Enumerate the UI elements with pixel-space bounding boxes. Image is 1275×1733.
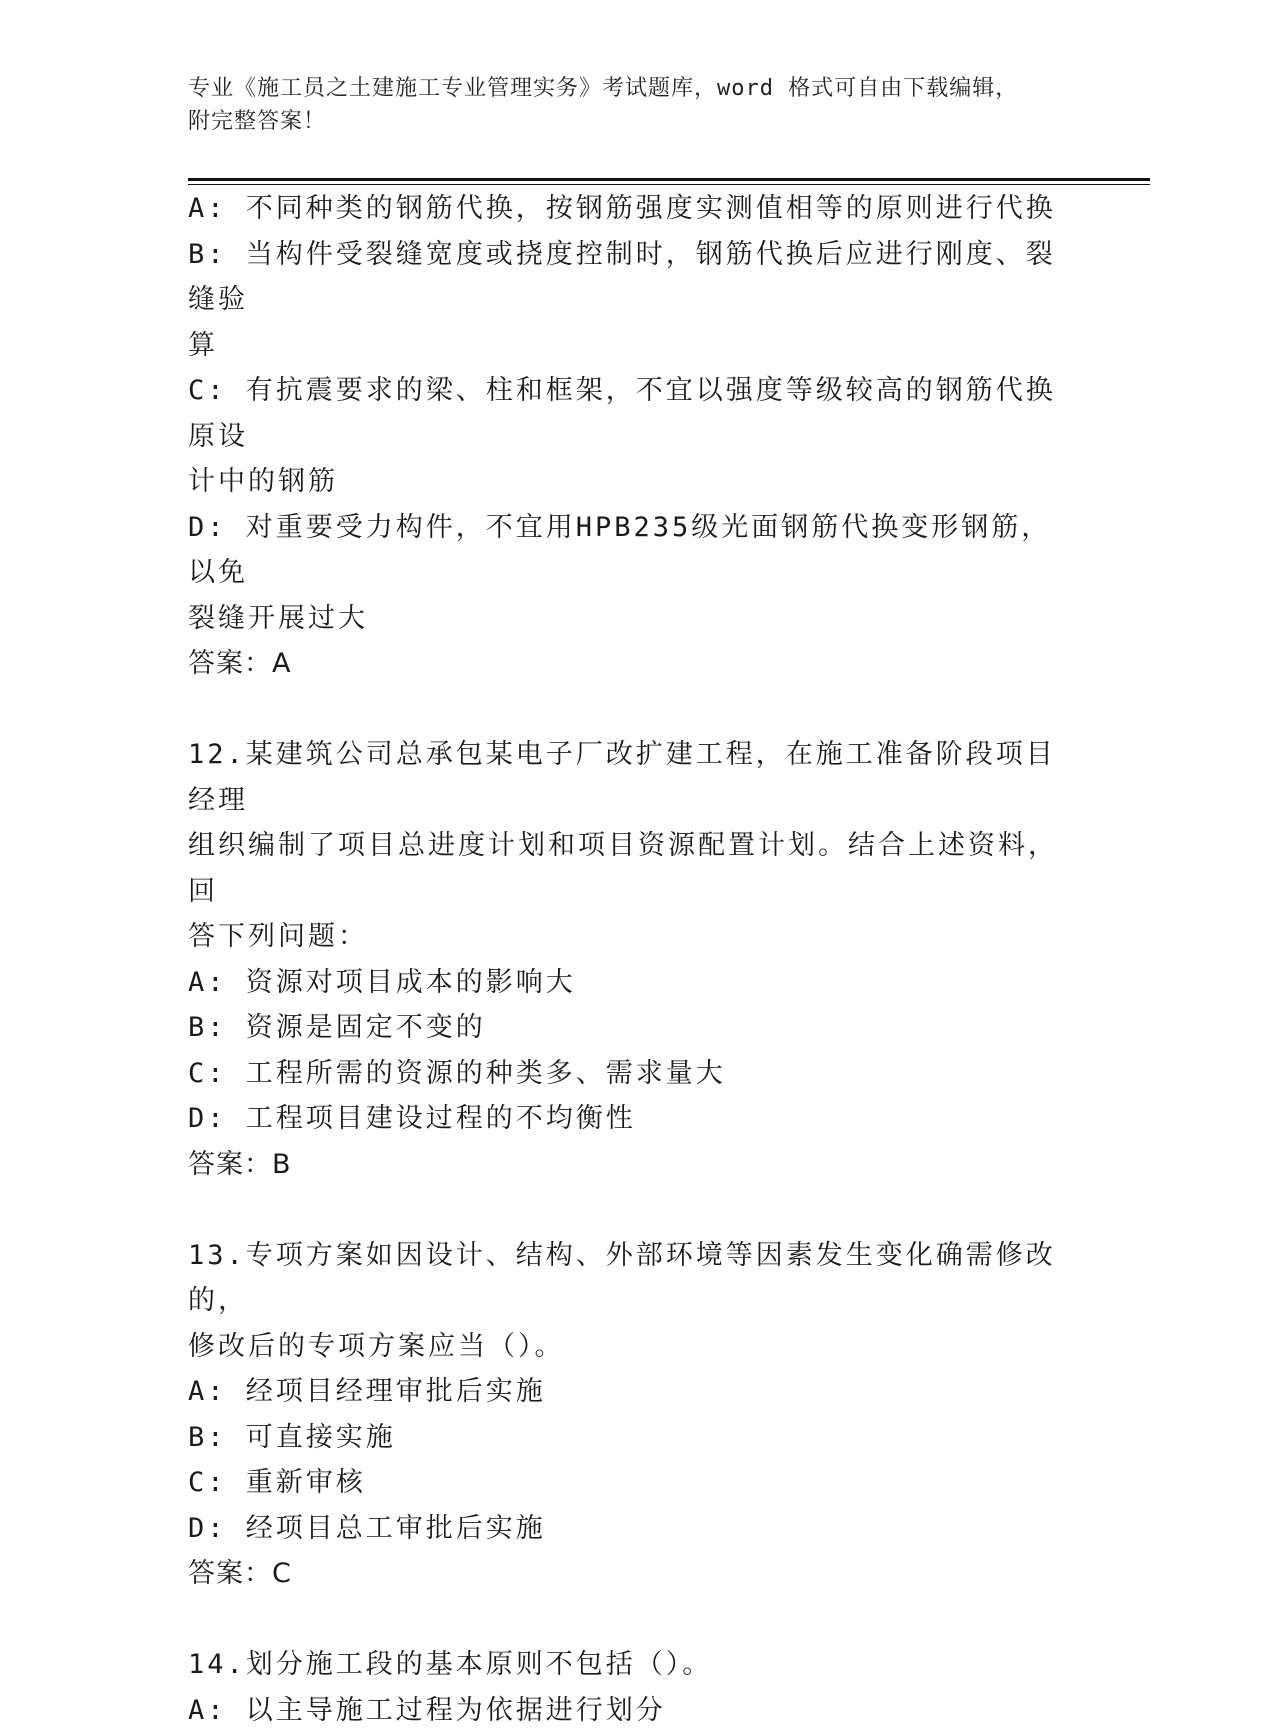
header-divider-thin — [188, 184, 1150, 185]
question-spacer — [188, 1187, 1068, 1233]
option-b: B: 可直接实施 — [188, 1415, 1068, 1461]
question-list — [188, 186, 1068, 1733]
option-c-continued: 计中的钢筋 — [188, 459, 1068, 505]
option-b: B: 资源是固定不变的 — [188, 1005, 1068, 1051]
question-spacer — [188, 687, 1068, 733]
question-stem-continued: 答下列问题： — [188, 914, 1068, 960]
option-d: D: 经项目总工审批后实施 — [188, 1506, 1068, 1552]
question-14 — [188, 1642, 1068, 1733]
option-a: A: 经项目经理审批后实施 — [188, 1369, 1068, 1415]
answer-label: 答案：C — [188, 1551, 1068, 1597]
option-b-continued: 算 — [188, 323, 1068, 369]
option-d-continued: 裂缝开展过大 — [188, 596, 1068, 642]
document-header — [188, 72, 1088, 138]
header-line-2: 附完整答案！ — [188, 105, 1088, 138]
header-divider-thick — [188, 178, 1150, 181]
answer-label: 答案：B — [188, 1142, 1068, 1188]
option-a: A: 不同种类的钢筋代换，按钢筋强度实测值相等的原则进行代换 — [188, 186, 1068, 232]
question-13 — [188, 1233, 1068, 1597]
question-12 — [188, 732, 1068, 1187]
option-c: C: 工程所需的资源的种类多、需求量大 — [188, 1051, 1068, 1097]
option-d: D: 工程项目建设过程的不均衡性 — [188, 1096, 1068, 1142]
question-11-options — [188, 186, 1068, 687]
answer-label: 答案：A — [188, 641, 1068, 687]
option-c: C: 重新审核 — [188, 1460, 1068, 1506]
question-stem: 14.划分施工段的基本原则不包括（）。 — [188, 1642, 1068, 1688]
option-a: A: 以主导施工过程为依据进行划分 — [188, 1688, 1068, 1733]
option-d: D: 对重要受力构件，不宜用HPB235级光面钢筋代换变形钢筋，以免 — [188, 505, 1068, 596]
option-a: A: 资源对项目成本的影响大 — [188, 960, 1068, 1006]
option-b: B: 当构件受裂缝宽度或挠度控制时，钢筋代换后应进行刚度、裂缝验 — [188, 232, 1068, 323]
question-stem-continued: 修改后的专项方案应当（）。 — [188, 1324, 1068, 1370]
option-c: C: 有抗震要求的梁、柱和框架，不宜以强度等级较高的钢筋代换原设 — [188, 368, 1068, 459]
question-stem: 12.某建筑公司总承包某电子厂改扩建工程，在施工准备阶段项目经理 — [188, 732, 1068, 823]
question-stem-continued: 组织编制了项目总进度计划和项目资源配置计划。结合上述资料，回 — [188, 823, 1068, 914]
question-stem: 13.专项方案如因设计、结构、外部环境等因素发生变化确需修改的， — [188, 1233, 1068, 1324]
header-line-1: 专业《施工员之土建施工专业管理实务》考试题库，word 格式可自由下载编辑， — [188, 72, 1088, 105]
question-spacer — [188, 1597, 1068, 1643]
